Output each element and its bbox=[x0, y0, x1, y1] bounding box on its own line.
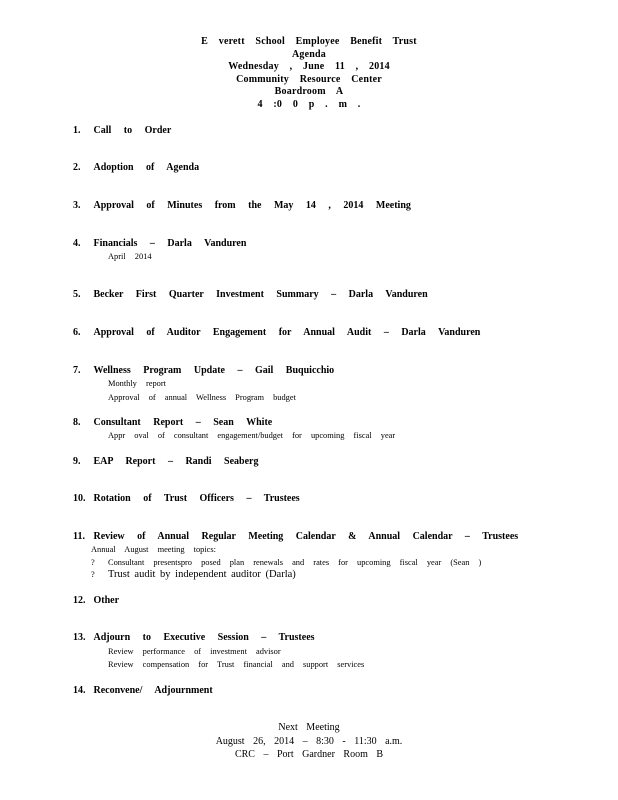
agenda-item bbox=[73, 456, 259, 468]
sub-item bbox=[91, 430, 395, 441]
meeting-room: Boardroom A bbox=[274, 86, 344, 98]
agenda-item bbox=[73, 327, 480, 339]
bullet-icon: ? bbox=[91, 558, 95, 567]
sub-item bbox=[91, 646, 281, 657]
item-number: 7. bbox=[73, 365, 81, 376]
item-title: Rotation of Trust Officers – Trustees bbox=[93, 493, 300, 504]
trust-name: E verett School Employee Benefit Trust bbox=[201, 36, 417, 47]
meeting-date: Wednesday , June 11 , 2014 bbox=[228, 61, 390, 73]
item-title: Adoption of Agenda bbox=[93, 162, 200, 173]
item-title: EAP Report – Randi Seaberg bbox=[93, 456, 259, 467]
agenda-item bbox=[73, 417, 272, 429]
item-title: Wellness Program Update – Gail Buquicchio bbox=[93, 365, 335, 376]
item-title: Adjourn to Executive Session – Trustees bbox=[93, 632, 315, 643]
sub-item-text: Monthly report bbox=[108, 379, 166, 388]
agenda-item bbox=[73, 685, 213, 697]
agenda-item bbox=[73, 493, 300, 505]
agenda-item bbox=[73, 125, 171, 137]
item-number: 9. bbox=[73, 456, 81, 467]
agenda-item bbox=[73, 595, 119, 607]
next-meeting-date: August 26, 2014 – 8:30 - 11:30 a.m. bbox=[215, 735, 403, 747]
sub-item-text: Review performance of investment advisor bbox=[108, 647, 281, 656]
agenda-item bbox=[73, 238, 246, 250]
item-title: Review of Annual Regular Meeting Calendar & Annual Calendar – Trustees bbox=[93, 531, 519, 542]
sub-item bbox=[91, 659, 364, 670]
agenda-item bbox=[73, 632, 315, 644]
sub-item bbox=[91, 569, 296, 580]
sub-item bbox=[91, 251, 152, 262]
next-meeting-location: CRC – Port Gardner Room B bbox=[234, 749, 384, 760]
sub-item bbox=[91, 392, 296, 403]
sub-item-intro: Annual August meeting topics: bbox=[91, 545, 216, 554]
next-meeting bbox=[0, 721, 618, 762]
meeting-time: 4 :0 0 p . m . bbox=[257, 98, 361, 110]
meeting-venue: Community Resource Center bbox=[236, 73, 382, 85]
sub-item-text: Consultant presentspro posed plan renewals and rates for upcoming fiscal year (Sean ) bbox=[108, 558, 482, 567]
item-number: 13. bbox=[73, 632, 86, 643]
item-title: Becker First Quarter Investment Summary – Darla Vanduren bbox=[93, 289, 428, 300]
agenda-item bbox=[73, 531, 518, 543]
sub-item-text: Appr oval of consultant engagement/budget for upcoming fiscal year bbox=[108, 431, 396, 440]
item-number: 11. bbox=[73, 531, 85, 542]
item-number: 12. bbox=[73, 595, 86, 606]
sub-item-text: Trust audit by independent auditor (Darla) bbox=[108, 569, 296, 580]
doc-title: Agenda bbox=[292, 48, 326, 60]
item-number: 3. bbox=[73, 200, 81, 211]
sub-item-text: Review compensation for Trust financial and support services bbox=[108, 660, 365, 669]
sub-item-text: April 2014 bbox=[108, 252, 152, 261]
sub-item bbox=[91, 378, 166, 389]
item-title: Approval of Minutes from the May 14 , 2014 Meeting bbox=[93, 200, 411, 211]
agenda-item bbox=[73, 365, 334, 377]
sub-item-text: Approval of annual Wellness Program budget bbox=[108, 393, 296, 402]
item-number: 6. bbox=[73, 327, 81, 338]
agenda-header bbox=[0, 36, 618, 112]
next-meeting-label: Next Meeting bbox=[278, 722, 340, 733]
item-number: 2. bbox=[73, 162, 81, 173]
item-title: Call to Order bbox=[93, 125, 172, 136]
agenda-item bbox=[73, 289, 428, 301]
bullet-icon: ? bbox=[91, 570, 95, 579]
agenda-item bbox=[73, 200, 411, 212]
item-title: Other bbox=[93, 595, 120, 606]
item-title: Financials – Darla Vanduren bbox=[93, 238, 247, 249]
item-title: Reconvene/ Adjournment bbox=[93, 685, 213, 696]
item-number: 5. bbox=[73, 289, 81, 300]
item-number: 14. bbox=[73, 685, 86, 696]
item-number: 4. bbox=[73, 238, 81, 249]
agenda-item bbox=[73, 162, 199, 174]
item-number: 1. bbox=[73, 125, 81, 136]
item-title: Consultant Report – Sean White bbox=[93, 417, 273, 428]
sub-item bbox=[91, 557, 481, 568]
item-number: 8. bbox=[73, 417, 81, 428]
item-title: Approval of Auditor Engagement for Annual Audit – Darla Vanduren bbox=[93, 327, 481, 338]
item-number: 10. bbox=[73, 493, 86, 504]
